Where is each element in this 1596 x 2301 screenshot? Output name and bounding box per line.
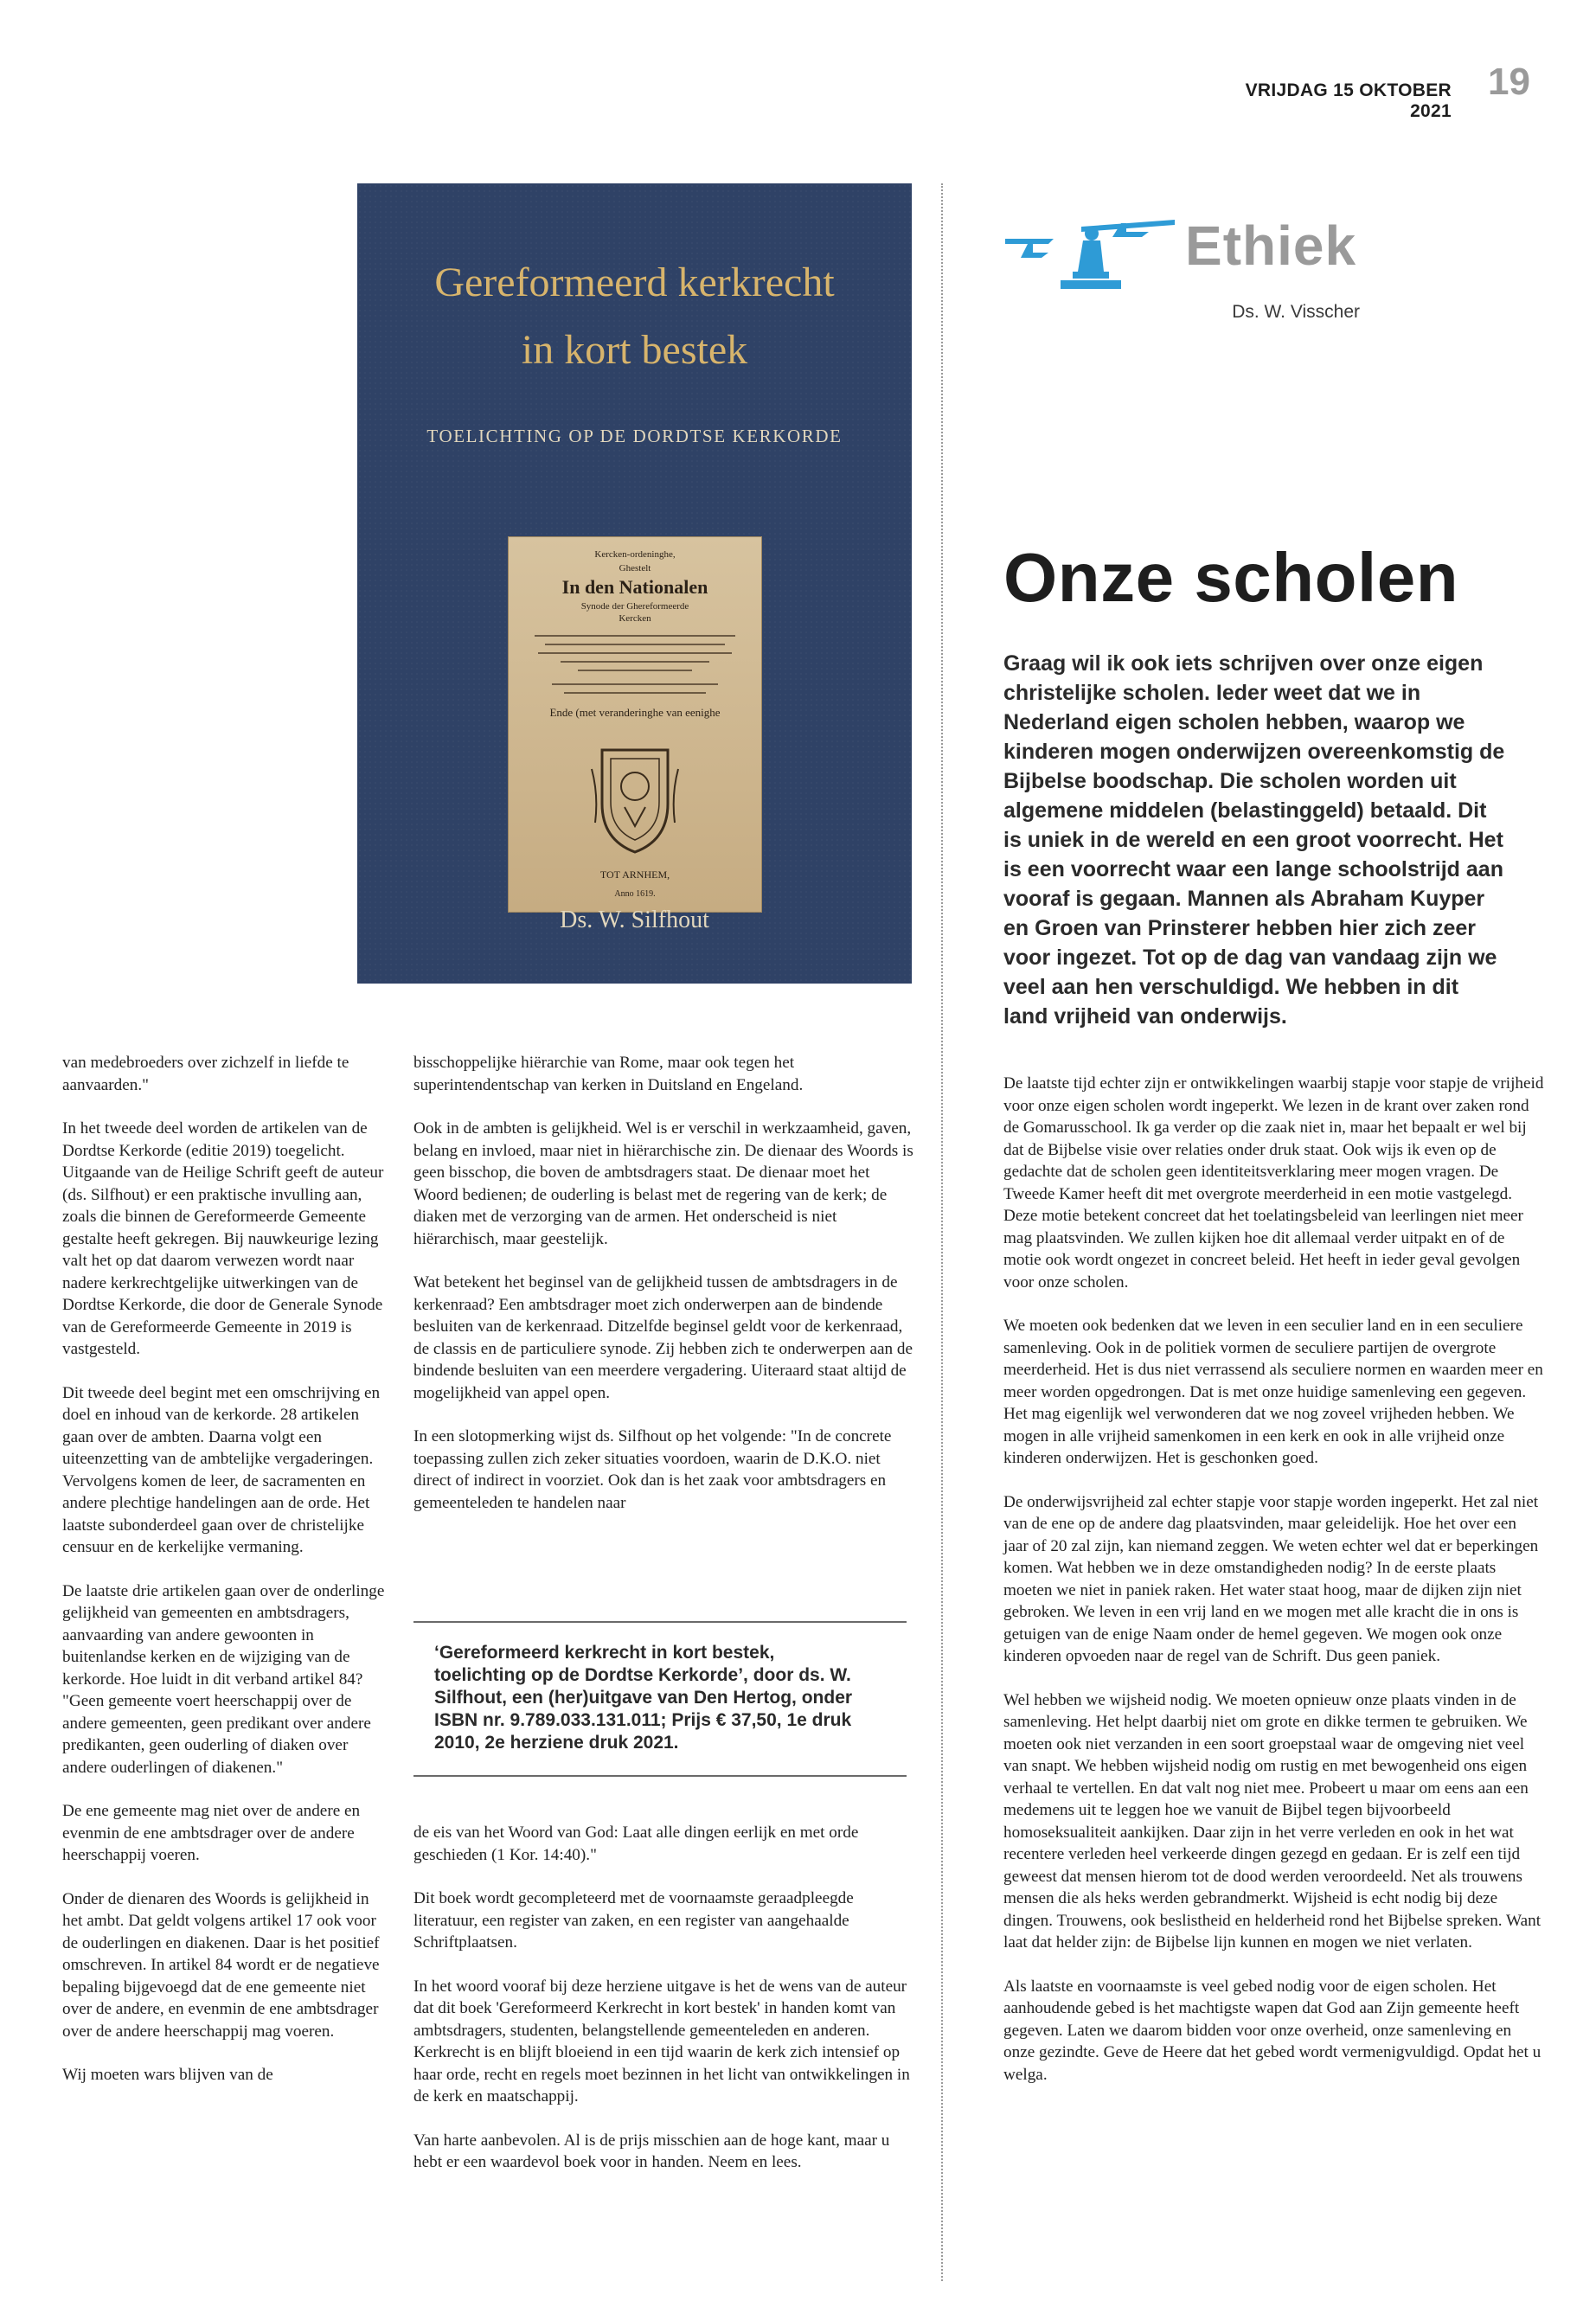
book-cover-author: Ds. W. Silfhout [560,907,709,933]
page-number: 19 [1488,61,1530,103]
book-cover-image [357,183,912,984]
review-column-1 [62,1052,389,2108]
issue-date: VRIJDAG 15 OKTOBER 2021 [1245,80,1452,121]
book-cover-plate: Kercken-ordeninghe, Ghestelt In den Nationalen Synode der Ghereformeerde Kercken Ende (met veranderinghe van eenighe TOT ARNHEM, Anno 1619. [508,536,762,913]
paragraph: In het woord vooraf bij deze herziene uitgave is het de wens van de auteur dat dit boek 'Gereformeerd Kerkrecht in kort bestek' in handen komt van ambtsdragers, studenten, belangstellende gemeenteleden en anderen. Kerkrecht is en blijft bloeiend in een tijd waarin de kerk zich intensief op haar orde, recht en regels moet bezinnen in het licht van ontwikkelingen in de kerk en maatschappij. [413,1977,910,2106]
article-lead: Graag wil ik ook iets schrijven over onze eigen christelijke scholen. Ieder weet dat we in Nederland eigen scholen hebben, waarop we kinderen mogen onderwijzen overeenkomstig de Bijbelse boodschap. Die scholen worden uit algemene middelen (belastinggeld) betaald. Dit is uniek in de wereld en een groot voorrecht. Het is een voorrecht waar een lange schoolstrijd aan vooraf is gegaan. Mannen als Abraham Kuyper en Groen van Prinsterer hebben hier zich zeer voor ingezet. Tot op de dag van vandaag zijn we veel aan hen verschuldigd. We hebben in dit land vrijheid van onderwijs. [1003,651,1505,1029]
paragraph: Van harte aanbevolen. Al is de prijs misschien aan de hoge kant, maar u hebt er een waardevol boek voor in handen. Neem en lees. [413,2131,890,2171]
paragraph: Wel hebben we wijsheid nodig. We moeten opnieuw onze plaats vinden in de samenleving. Het helpt daarbij niet om grote en dikke termen te gebruiken. We moeten ook niet verzanden in een soort groepstaal waar de omgeving niet veel van snapt. We hebben wijsheid nodig om rustig en met bewogenheid ons eigen verhaal te vertellen. En dat valt nog niet mee. Probeert u maar om eens aan een medemens uit te leggen hoe we vanuit de Bijbel tegen bijvoorbeeld homoseksualiteit aankijken. Daar zijn in het verre verleden en ook in het wat recentere verleden heel verkeerde dingen gezegd en gedaan. Er is zelf een tijd geweest dat mensen hierom tot de dood werden veroordeeld. Net als trouwens mensen die als heks werden gebrandmerkt. Wijsheid is echt nodig bij deze dingen. Trouwens, ook beslistheid en helderheid rond het Bijbelse spreken. Want laat dat helder zijn: de Bijbelse lijn kunnen en mogen we niet verlaten. [1003,1690,1542,1952]
coat-of-arms-icon [590,743,680,857]
paragraph: bisschoppelijke hiërarchie van Rome, maar ook tegen het superintendentschap van kerken in Duitsland en Engeland. [413,1054,804,1094]
paragraph: De ene gemeente mag niet over de andere en evenmin de ene ambtsdrager over de andere heerschappij voeren. [62,1802,361,1864]
paragraph: Wat betekent het beginsel van de gelijkheid tussen de ambtsdragers in de kerkenraad? Een ambtsdrager moet zich onderwerpen aan de bindende besluiten van de kerkenraad. Ditzelfde beginsel geldt voor de kerkenraad, de classis en de particuliere synode. Zij hebben zich te onderwerpen aan de bindende besluiten van een meerdere vergadering. Uiteraard staat altijd de mogelijkheid van appel open. [413,1273,913,1402]
article-byline: Ds. W. Visscher [1232,302,1360,322]
review-column-2-continued [413,1822,913,2195]
paragraph: De laatste tijd echter zijn er ontwikkelingen waarbij stapje voor stapje de vrijheid voor onze eigen scholen wordt ingeperkt. We lezen in de krant over zaken rond de Gomarusschool. Ik ga verder op die zaak niet in, maar het bepaalt er wel bij dat de Bijbelse visie over relaties onder druk staat. Ook wijs ik even op de gedachte dat de scholen geen identiteitsverklaring meer mogen vragen. De Tweede Kamer heeft dit met overgrote meerderheid in een motie vastgelegd. Deze motie betekent concreet dat het toelatingsbeleid van leerlingen niet meer mag plaatsvinden. We zullen kijken hoe dit allemaal verder uitpakt en of de motie ook wordt ongezet in concreet beleid. Het heeft in ieder geval gevolgen voor onze scholen. [1003,1074,1544,1292]
paragraph: De laatste drie artikelen gaan over de onderlinge gelijkheid van gemeenten en ambtsdragers, aanvaarding van andere gewoonten in buitenlandse kerken en de wijziging van de kerkorde. Hoe luidt in dit verband artikel 84? "Geen gemeente voert heerschappij over de andere gemeenten, geen predikant over andere predikanten, geen ouderling of diaken over andere ouderlingen of diakenen." [62,1581,385,1777]
paragraph: In een slotopmerking wijst ds. Silfhout op het volgende: "In de concrete toepassing zullen zich zeker situaties voordoen, waarin de D.K.O. niet direct of indirect in voorziet. Ook dan is het zaak voor ambtsdragers en gemeenteleden te handelen naar [413,1427,892,1512]
scales-icon [1003,215,1176,294]
paragraph: We moeten ook bedenken dat we leven in een seculier land en in een seculiere samenleving. Ook in de politiek vormen de seculiere partijen de overgrote meerderheid. Het is dus niet verrassend als seculiere normen en waarden meer en meer worden opgedrongen. Dat is met onze huidige samenleving een gegeven. Het mag eigenlijk wel verwonderen dat we nog zoveel vrijheden hebben. We mogen in alle vrijheid samenkomen in een kerk en ook in alle vrijheid onze kinderen onderwijzen. Het is geschonken goed. [1003,1317,1543,1467]
book-info-box [413,1621,907,1777]
book-cover-subtitle: TOELICHTING OP DE DORDTSE KERKORDE [426,426,843,446]
paragraph: de eis van het Woord van God: Laat alle dingen eerlijk en met orde geschieden (1 Kor. 14:40)." [413,1823,859,1864]
article-body [1003,1073,1544,2107]
paragraph: De onderwijsvrijheid zal echter stapje voor stapje worden ingeperkt. Het zal niet van de ene op de andere dag plaatsvinden, maar geleidelijk. Hoe het over een jaar of 20 zal zijn, kan niemand zeggen. We weten echter wel dat er beperkingen komen. Wat hebben we in deze omstandigheden nodig? In de eerste plaats moeten we niet in paniek raken. Het water staat hoog, maar de dijken zijn niet gebroken. We leven in een vrij land en we mogen met alle kracht die in ons is getuigen van de enige Naam onder de hemel gegeven. We mogen ook onze kinderen opvoeden naar de regel van de Schrift. Dus geen paniek. [1003,1492,1539,1665]
paragraph: Als laatste en voornaamste is veel gebed nodig voor de eigen scholen. Het aanhoudende gebed is het machtigste wapen dat God aan Zijn gemeente heeft gegeven. Laten we daarom bidden voor onze overheid, onze samenleving en onze gezindte. Geve de Heere dat het gebed wordt vermenigvuldigd. Opdat het u welga. [1003,1977,1542,2084]
book-info-text: ‘Gereformeerd kerkrecht in kort bestek, toelichting op de Dordtse Kerkorde’, door ds. W. Silfhout, een (her)uitgave van Den Hertog, onder ISBN nr. 9.789.033.131.011; Prijs € 37,50, 1e druk 2010, 2e herziene druk 2021. [434,1643,853,1753]
column-divider [941,183,943,2281]
section-label: Ethiek [1185,215,1357,277]
review-column-2 [413,1052,913,1535]
paragraph: Onder de dienaren des Woords is gelijkheid in het ambt. Dat geldt volgens artikel 17 ook voor de ouderlingen en diakenen. Daar is het positief omschreven. In artikel 84 wordt er de negatieve bepaling bijgevoegd dat de ene gemeente niet over de andere, en evenmin de ene ambtsdrager over de andere heerschappij mag voeren. [62,1889,380,2041]
plate-text-lines [526,631,744,700]
paragraph: van medebroeders over zichzelf in liefde te aanvaarden." [62,1054,349,1094]
paragraph: Ook in de ambten is gelijkheid. Wel is er verschil in werkzaamheid, gaven, belang en invloed, maar niet in hiërarchische zin. De dienaar des Woords is geen bisschop, die boven de ambtsdragers staat. De dienaar moet het Woord bedienen; de ouderling is belast met de regering van de kerk; de diaken met de verzorging van de armen. Het onderscheid is niet hiërarchisch, maar geestelijk. [413,1119,913,1248]
paragraph: Dit boek wordt gecompleteerd met de voornaamste geraadpleegde literatuur, een register van zaken, en een register van aangehaalde Schriftplaatsen. [413,1889,854,1952]
book-cover-title: Gereformeerd kerkrecht in kort bestek [434,260,835,373]
article-headline: Onze scholen [1003,539,1459,616]
paragraph: Wij moeten wars blijven van de [62,2066,273,2084]
paragraph: Dit tweede deel begint met een omschrijving en doel en inhoud van de kerkorde. 28 artikelen gaan over de ambten. Daarna volgt een uiteenzetting van de ambtelijke vergaderingen. Vervolgens komen de leer, de sacramenten en andere plechtige handelingen aan de orde. Het laatste subonderdeel gaan over de christelijke censuur en de kerkelijke vermaning. [62,1383,381,1556]
paragraph: In het tweede deel worden de artikelen van de Dordtse Kerkorde (editie 2019) toegelicht. Uitgaande van de Heilige Schrift geeft de auteur (ds. Silfhout) er een praktische invulling aan, zoals die binnen de Gereformeerde Gemeente gestalte heeft gekregen. Bij nauwkeurige lezing valt het op dat daarom verwezen wordt naar nadere kerkrechtgelijke uitwerkingen van de Dordtse Kerkorde, die door de Generale Synode van de Gereformeerde Gemeente in 2019 is vastgesteld. [62,1119,384,1358]
